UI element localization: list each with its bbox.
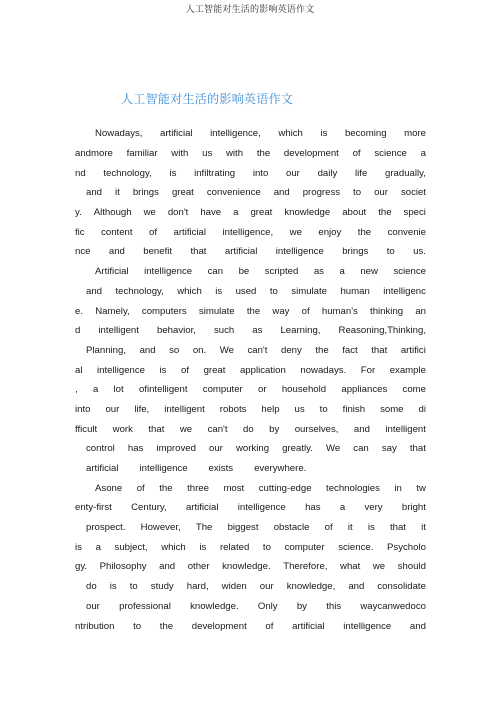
word: Nowadays,: [95, 128, 143, 140]
word: Learning,: [280, 325, 321, 337]
word: intelligent: [98, 325, 139, 337]
text-line: [75, 380, 426, 400]
word: can: [353, 443, 369, 455]
word: thinking: [370, 305, 404, 317]
word: robots: [219, 403, 247, 415]
word: life,: [134, 403, 150, 415]
word: with: [226, 148, 244, 160]
word: enjoy: [318, 226, 342, 238]
word: is: [169, 167, 177, 179]
word: computer: [202, 384, 243, 396]
word: on.: [192, 344, 207, 356]
word: more: [404, 128, 426, 140]
word: infiltrating: [194, 167, 236, 179]
word: and: [159, 561, 176, 573]
word: is: [109, 581, 117, 593]
word: professional: [119, 600, 171, 612]
word: science.: [338, 541, 374, 553]
word: come: [402, 384, 426, 396]
text-line: [75, 459, 426, 479]
word: lot: [113, 384, 124, 396]
word: such: [213, 325, 235, 337]
word: has: [127, 443, 144, 455]
word: science: [393, 266, 426, 278]
word: For: [360, 364, 376, 376]
word: is: [199, 541, 207, 553]
word: which: [177, 285, 202, 297]
word: is: [159, 364, 167, 376]
word: Philosophy: [99, 561, 147, 573]
word: intelligenc: [383, 285, 426, 297]
word: study: [150, 581, 174, 593]
word: ofintelligent: [138, 384, 188, 396]
word: a: [92, 384, 99, 396]
word: development: [283, 148, 339, 160]
word: convenie: [387, 226, 426, 238]
word: with: [171, 148, 189, 160]
word: should: [397, 561, 426, 573]
word: by: [296, 600, 307, 612]
word: improved: [156, 443, 196, 455]
word: this: [326, 600, 342, 612]
word: knowledge,: [286, 581, 336, 593]
word: appliances: [341, 384, 388, 396]
word: us: [294, 403, 305, 415]
word: other: [187, 561, 210, 573]
word: societ: [400, 187, 426, 199]
word: most: [223, 482, 245, 494]
word: which: [278, 128, 303, 140]
word: convenience: [206, 187, 261, 199]
word: Psycholo: [387, 541, 426, 553]
word: don't: [167, 207, 189, 219]
word: widen: [221, 581, 247, 593]
word: intelligence: [343, 620, 392, 632]
word: working: [235, 443, 270, 455]
word: and: [139, 344, 156, 356]
word: everywhere.: [254, 463, 307, 475]
word: brings: [132, 187, 159, 199]
word: artificial: [173, 226, 207, 238]
word: development: [191, 620, 247, 632]
word: a: [339, 266, 345, 278]
text-line: [75, 301, 426, 321]
word: hard,: [186, 581, 209, 593]
text-line: [75, 518, 426, 538]
word: technologies: [326, 482, 380, 494]
word: fic: [75, 226, 85, 238]
text-line: [75, 400, 426, 420]
word: that: [389, 522, 406, 534]
word: used: [235, 285, 257, 297]
running-header: 人工智能对生活的影响英语作文: [185, 5, 315, 15]
word: nowadays.: [300, 364, 347, 376]
text-line: [75, 222, 426, 242]
word: artificial: [160, 128, 193, 140]
word: gy.: [75, 561, 88, 573]
word: our: [286, 167, 300, 179]
word: in: [394, 482, 402, 494]
word: fficult: [75, 423, 98, 435]
word: knowledge.: [222, 561, 271, 573]
word: e.: [75, 305, 84, 317]
word: way: [272, 305, 290, 317]
word: greatly.: [282, 443, 313, 455]
word: some: [380, 403, 404, 415]
word: Only: [257, 600, 278, 612]
word: Namely,: [95, 305, 130, 317]
word: consolidate: [377, 581, 426, 593]
text-line: [75, 419, 426, 439]
word: intelligent: [164, 403, 205, 415]
word: our: [259, 581, 274, 593]
word: life: [355, 167, 368, 179]
text-line: [75, 439, 426, 459]
word: bright: [401, 502, 426, 514]
word: household: [281, 384, 327, 396]
word: technology,: [103, 167, 152, 179]
essay-body: [75, 124, 426, 636]
word: three: [187, 482, 209, 494]
word: al: [75, 364, 83, 376]
word: intelligence,: [210, 128, 261, 140]
word: the: [256, 148, 271, 160]
word: an: [415, 305, 426, 317]
text-line: [75, 144, 426, 164]
word: simulate: [198, 305, 235, 317]
word: daily: [317, 167, 338, 179]
word: the: [378, 207, 392, 219]
word: is: [320, 128, 328, 140]
word: and: [273, 187, 290, 199]
word: to: [129, 581, 138, 593]
word: and: [108, 246, 125, 258]
word: obstacle: [273, 522, 310, 534]
word: of: [181, 364, 190, 376]
word: do: [86, 581, 97, 593]
word: us.: [413, 246, 426, 258]
word: science: [374, 148, 407, 160]
word: great: [203, 364, 226, 376]
document-title: 人工智能对生活的影响英语作文: [121, 92, 294, 106]
word: intelligence: [275, 246, 324, 258]
word: Century,: [131, 502, 167, 514]
text-line: [75, 341, 426, 361]
word: do: [243, 423, 254, 435]
word: familiar: [126, 148, 158, 160]
word: our: [86, 600, 100, 612]
word: can't: [247, 344, 268, 356]
word: very: [364, 502, 383, 514]
word: application: [239, 364, 286, 376]
word: a: [95, 541, 101, 553]
word: deny: [280, 344, 302, 356]
word: brings: [342, 246, 369, 258]
word: into: [75, 403, 91, 415]
word: biggest: [227, 522, 259, 534]
word: we: [289, 226, 302, 238]
word: tw: [416, 482, 426, 494]
text-line: [75, 557, 426, 577]
word: We: [219, 344, 234, 356]
word: ,: [75, 384, 78, 396]
word: content: [101, 226, 133, 238]
word: can: [207, 266, 224, 278]
word: a: [339, 502, 346, 514]
word: it: [115, 187, 120, 199]
word: human: [340, 285, 370, 297]
word: example: [389, 364, 426, 376]
word: the: [159, 620, 174, 632]
word: as: [313, 266, 324, 278]
word: y.: [75, 207, 82, 219]
word: Planning,: [86, 344, 127, 356]
word: that: [148, 423, 165, 435]
word: of: [265, 620, 274, 632]
word: di: [418, 403, 426, 415]
text-line: [75, 597, 426, 617]
word: exists: [208, 463, 234, 475]
text-line: [75, 537, 426, 557]
word: Although: [93, 207, 132, 219]
word: artifici: [400, 344, 426, 356]
text-line: [75, 498, 426, 518]
word: progress: [302, 187, 341, 199]
text-line: [75, 478, 426, 498]
word: knowledge.: [190, 600, 239, 612]
word: We: [325, 443, 341, 455]
word: work: [112, 423, 133, 435]
word: and: [348, 581, 365, 593]
word: about: [342, 207, 367, 219]
text-line: [75, 282, 426, 302]
word: of: [149, 226, 158, 238]
word: speci: [403, 207, 426, 219]
word: related: [219, 541, 250, 553]
word: d: [75, 325, 81, 337]
word: andmore: [75, 148, 113, 160]
word: the: [246, 305, 261, 317]
word: finish: [342, 403, 366, 415]
word: simulate: [291, 285, 328, 297]
word: prospect.: [86, 522, 126, 534]
text-line: [75, 321, 426, 341]
word: great: [250, 207, 273, 219]
word: help: [261, 403, 280, 415]
word: intelligence: [237, 502, 286, 514]
word: can't: [207, 423, 228, 435]
text-line: [75, 360, 426, 380]
word: intelligence: [139, 463, 188, 475]
word: to: [262, 541, 271, 553]
word: Asone: [95, 482, 123, 494]
text-line: [75, 163, 426, 183]
word: say: [381, 443, 397, 455]
word: that: [409, 443, 426, 455]
word: to: [319, 403, 328, 415]
word: behavior,: [156, 325, 196, 337]
word: is: [75, 541, 82, 553]
word: we: [179, 423, 193, 435]
word: a: [233, 207, 239, 219]
word: be: [238, 266, 250, 278]
word: Therefore,: [283, 561, 328, 573]
word: of: [324, 522, 333, 534]
word: intelligence: [97, 364, 146, 376]
word: artificial: [185, 502, 219, 514]
word: new: [360, 266, 378, 278]
text-line: [75, 203, 426, 223]
word: artificial: [86, 463, 119, 475]
word: the: [159, 482, 173, 494]
word: is: [367, 522, 375, 534]
word: great: [171, 187, 194, 199]
word: Reasoning,Thinking,: [338, 325, 426, 337]
word: has: [305, 502, 321, 514]
word: to: [386, 246, 395, 258]
word: computer: [284, 541, 325, 553]
word: ntribution: [75, 620, 115, 632]
word: what: [340, 561, 361, 573]
word: technology,: [115, 285, 164, 297]
word: fact: [342, 344, 358, 356]
word: the: [315, 344, 329, 356]
word: scripted: [264, 266, 299, 278]
word: and: [86, 187, 103, 199]
word: enty-first: [75, 502, 112, 514]
word: ourselves,: [294, 423, 339, 435]
word: we: [372, 561, 386, 573]
word: and: [353, 423, 370, 435]
text-line: [75, 262, 426, 282]
word: intelligence: [144, 266, 193, 278]
word: subject,: [114, 541, 148, 553]
word: intelligent: [385, 423, 426, 435]
word: our: [209, 443, 223, 455]
word: it: [421, 522, 426, 534]
word: it: [347, 522, 353, 534]
text-line: [75, 577, 426, 597]
word: or: [258, 384, 267, 396]
word: cutting-edge: [258, 482, 312, 494]
word: that: [371, 344, 388, 356]
word: Artificial: [95, 266, 129, 278]
word: The: [195, 522, 213, 534]
word: human's: [321, 305, 358, 317]
word: nce: [75, 246, 91, 258]
word: so: [169, 344, 180, 356]
word: by: [269, 423, 280, 435]
text-line: [75, 124, 426, 144]
word: that: [190, 246, 207, 258]
word: of: [352, 148, 361, 160]
text-line: [75, 183, 426, 203]
word: we: [143, 207, 156, 219]
word: gradually,: [385, 167, 426, 179]
word: However,: [140, 522, 181, 534]
word: artificial: [292, 620, 325, 632]
word: into: [252, 167, 269, 179]
word: us: [202, 148, 213, 160]
word: which: [161, 541, 186, 553]
word: a: [420, 148, 426, 160]
word: becoming: [344, 128, 387, 140]
word: to: [353, 187, 362, 199]
word: intelligence,: [222, 226, 274, 238]
word: nd: [75, 167, 86, 179]
word: to: [133, 620, 142, 632]
word: control: [86, 443, 115, 455]
word: artificial: [224, 246, 258, 258]
word: the: [357, 226, 372, 238]
word: of: [136, 482, 145, 494]
word: our: [374, 187, 388, 199]
word: benefit: [143, 246, 173, 258]
word: our: [105, 403, 120, 415]
word: and: [409, 620, 426, 632]
word: of: [301, 305, 310, 317]
word: knowledge: [284, 207, 331, 219]
word: to: [269, 285, 278, 297]
word: have: [200, 207, 222, 219]
word: and: [86, 285, 103, 297]
word: computers: [141, 305, 187, 317]
text-line: [75, 616, 426, 636]
word: waycanwedoco: [360, 600, 426, 612]
word: as: [252, 325, 263, 337]
text-line: [75, 242, 426, 262]
word: is: [215, 285, 223, 297]
